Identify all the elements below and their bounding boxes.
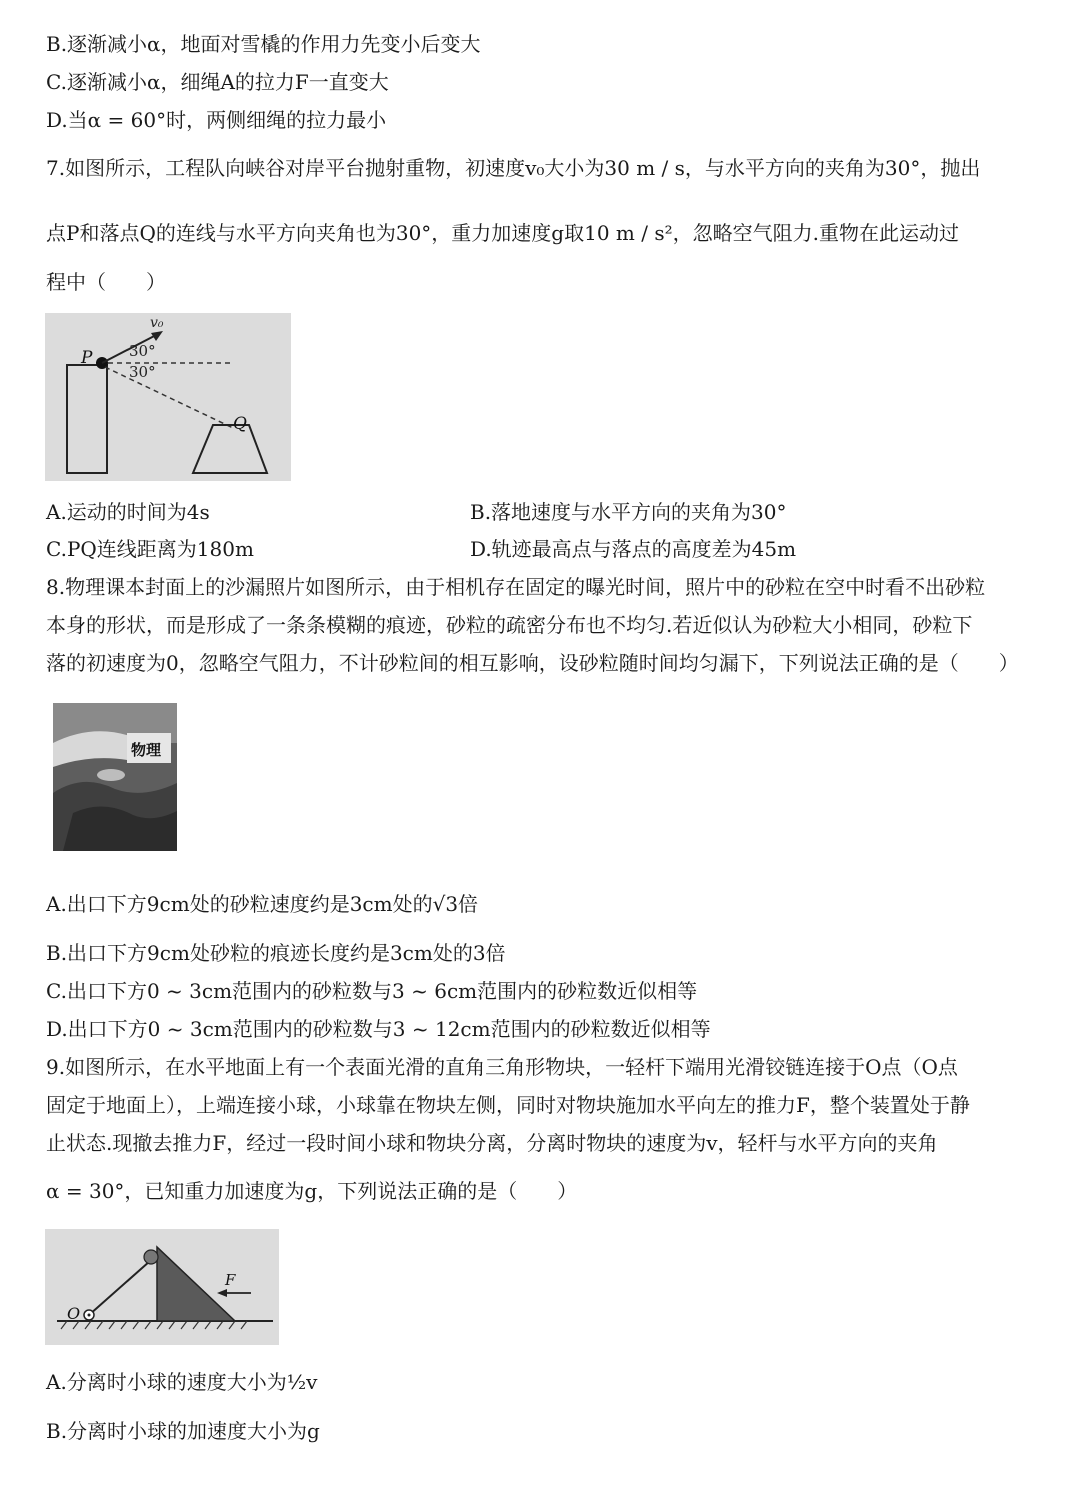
q8-option-a: A.出口下方9cm处的砂粒速度约是3cm处的√3倍 (46, 892, 479, 916)
q7-v0-label: v₀ (150, 315, 164, 331)
q8-cover-title: 物理 (131, 741, 162, 759)
q9-stem-line4: α = 30°，已知重力加速度为g，下列说法正确的是（ ） (46, 1179, 578, 1203)
q8-option-c: C.出口下方0 ~ 3cm范围内的砂粒数与3 ~ 6cm范围内的砂粒数近似相等 (46, 979, 698, 1003)
q6-option-b: B.逐渐减小α，地面对雪橇的作用力先变小后变大 (46, 32, 481, 56)
q7-angle-upper: 30° (129, 342, 156, 360)
q7-stem-line1: 7.如图所示，工程队向峡谷对岸平台抛射重物，初速度v₀大小为30 m / s，与水平方向的夹角为30°，抛出 (46, 156, 981, 180)
q7-stem-line3: 程中（ ） (46, 270, 166, 294)
q7-point-p: P (81, 348, 93, 368)
q8-stem-line2: 本身的形状，而是形成了一条条模糊的痕迹，砂粒的疏密分布也不均匀.若近似认为砂粒大小相同，砂粒下 (46, 613, 973, 637)
q9-pivot-label: O (67, 1304, 81, 1323)
q9-stem-line3: 止状态.现撤去推力F，经过一段时间小球和物块分离，分离时物块的速度为v，轻杆与水平方向的夹角 (46, 1131, 938, 1155)
q9-stem-line1: 9.如图所示，在水平地面上有一个表面光滑的直角三角形物块，一轻杆下端用光滑铰链连接于O点（O点 (46, 1055, 958, 1079)
q6-option-d: D.当α = 60°时，两侧细绳的拉力最小 (46, 108, 387, 132)
q8-option-d: D.出口下方0 ~ 3cm范围内的砂粒数与3 ~ 12cm范围内的砂粒数近似相等 (46, 1017, 711, 1041)
q9-stem-line2: 固定于地面上），上端连接小球，小球靠在物块左侧，同时对物块施加水平向左的推力F，整个装置处于静 (46, 1093, 970, 1117)
q7-projectile-figure (45, 313, 291, 481)
q7-option-b: B.落地速度与水平方向的夹角为30° (470, 500, 787, 524)
q9-rod-block-figure (45, 1229, 279, 1345)
q8-textbook-cover-photo (53, 703, 177, 851)
q9-option-b: B.分离时小球的加速度大小为g (46, 1419, 320, 1443)
q7-stem-line2: 点P和落点Q的连线与水平方向夹角也为30°，重力加速度g取10 m / s²，忽略空气阻力.重物在此运动过 (46, 221, 959, 245)
q6-option-c: C.逐渐减小α，细绳A的拉力F一直变大 (46, 70, 389, 94)
q9-force-label: F (225, 1271, 236, 1289)
q7-angle-lower: 30° (129, 363, 156, 381)
q7-option-d: D.轨迹最高点与落点的高度差为45m (470, 537, 797, 561)
q7-option-a: A.运动的时间为4s (46, 500, 210, 524)
q9-option-a: A.分离时小球的速度大小为½v (46, 1370, 318, 1394)
q7-point-q: Q (233, 414, 247, 434)
q8-stem-line3: 落的初速度为0，忽略空气阻力，不计砂粒间的相互影响，设砂粒随时间均匀漏下，下列说法正确的是（ ） (46, 651, 1019, 675)
q7-option-c: C.PQ连线距离为180m (46, 537, 254, 561)
q8-option-b: B.出口下方9cm处砂粒的痕迹长度约是3cm处的3倍 (46, 941, 506, 965)
q8-stem-line1: 8.物理课本封面上的沙漏照片如图所示，由于相机存在固定的曝光时间，照片中的砂粒在空中时看不出砂粒 (46, 575, 986, 599)
